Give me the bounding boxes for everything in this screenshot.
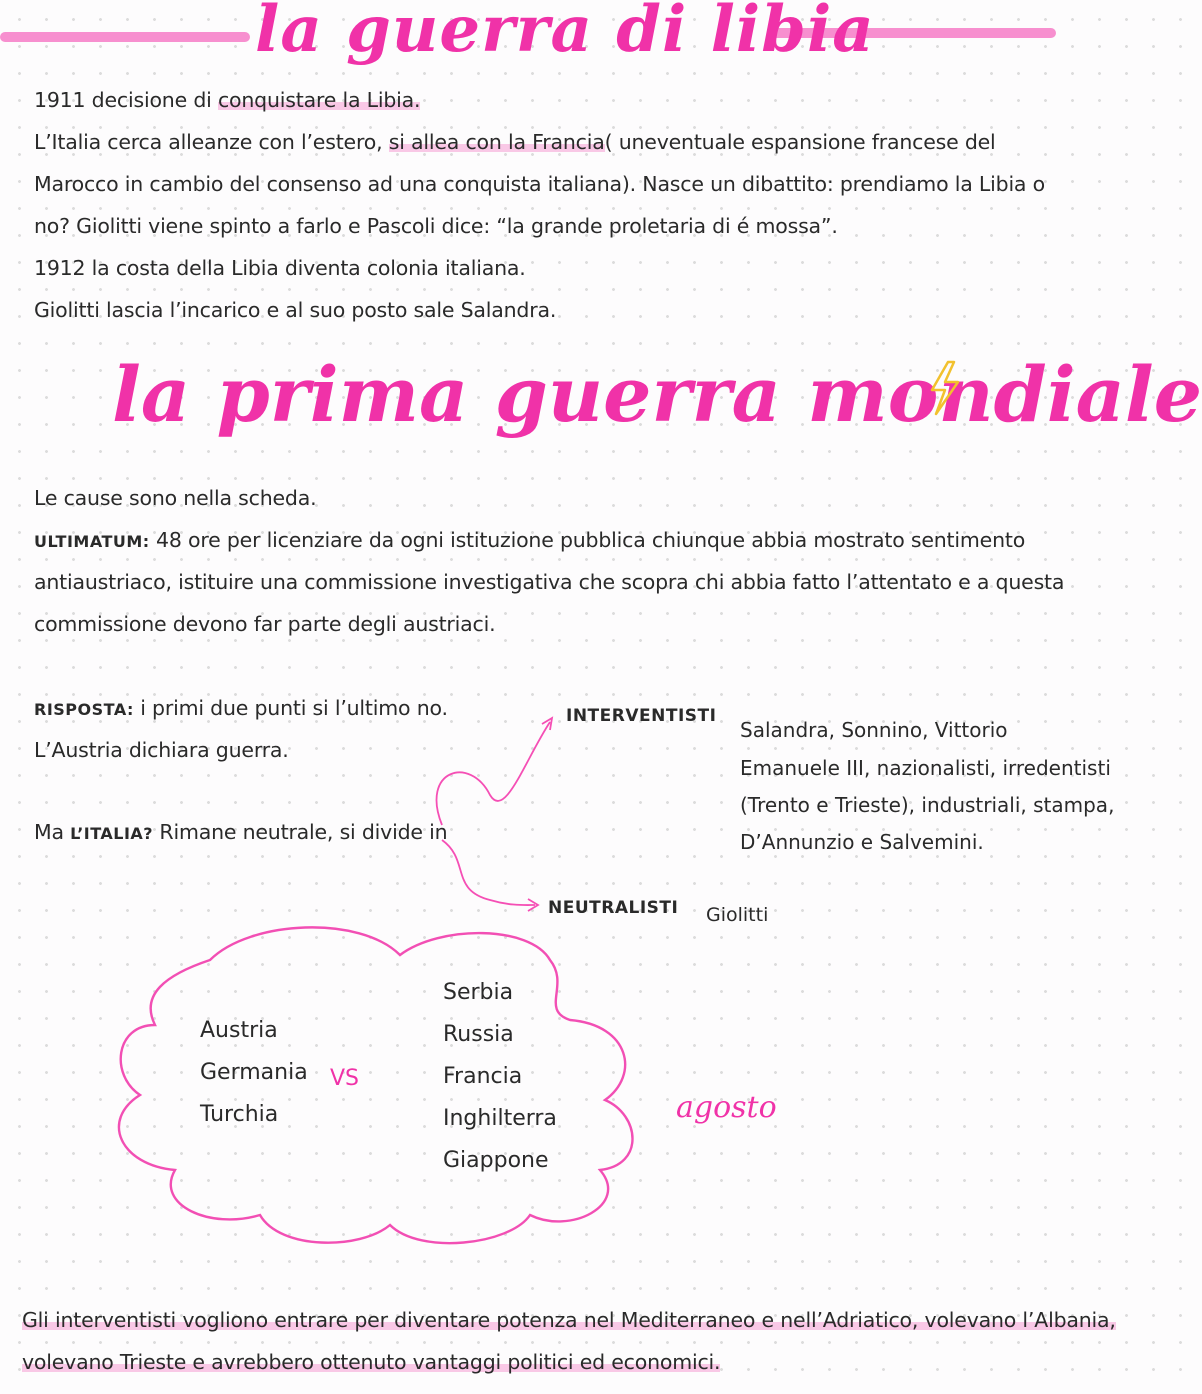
libia-line-5: 1912 la costa della Libia diventa colonia italiana. (34, 256, 526, 280)
ultimatum-label: ULTIMATUM: (34, 532, 150, 551)
interventisti-line-1: Salandra, Sonnino, Vittorio (740, 718, 1008, 742)
alliance-left-1: Austria (200, 1018, 278, 1043)
libia-line-6: Giolitti lascia l’incarico e al suo posto sale Salandra. (34, 298, 557, 322)
ultimatum-line-3: commissione devono far parte degli austriaci. (34, 612, 496, 636)
alliance-right-5: Giappone (443, 1148, 549, 1173)
final-line-2: volevano Trieste e avrebbero ottenuto vantaggi politici ed economici. (22, 1350, 721, 1374)
section-title-libia: la guerra di libia (255, 0, 875, 67)
section-title-prima-guerra: la prima guerra mondiale (112, 350, 1202, 439)
lightning-icon (918, 360, 968, 416)
libia-line-1: 1911 decisione di conquistare la Libia. (34, 88, 421, 112)
interventisti-line-4: D’Annunzio e Salvemini. (740, 830, 984, 854)
final-line-1: Gli interventisti vogliono entrare per diventare potenza nel Mediterraneo e nell’Adriatico, volevano l’Albania, (22, 1308, 1116, 1332)
highlight-francia: si allea con la Francia (388, 130, 605, 154)
italia-label: L’ITALIA? (70, 824, 154, 843)
austria-line: L’Austria dichiara guerra. (34, 738, 289, 762)
neutralisti-label: NEUTRALISTI (548, 898, 679, 918)
alliance-right-4: Inghilterra (443, 1106, 557, 1131)
libia-line-4: no? Giolitti viene spinto a farlo e Pascoli dice: “la grande proletaria di é mossa”. (34, 214, 838, 238)
highlight-conquista: conquistare la Libia. (217, 88, 421, 112)
alliance-right-3: Francia (443, 1064, 523, 1089)
alliance-right-2: Russia (443, 1022, 514, 1047)
libia-line-2: L’Italia cerca alleanze con l’estero, si allea con la Francia( uneventuale espansione francese del (34, 130, 996, 154)
branch-arrows (430, 700, 570, 930)
alliance-left-3: Turchia (200, 1102, 279, 1127)
vs-label: VS (330, 1066, 360, 1091)
title-bar-left (0, 32, 250, 42)
risposta-line: RISPOSTA: i primi due punti si l’ultimo no. (34, 696, 448, 720)
alliance-cloud (100, 915, 660, 1260)
alliance-right-1: Serbia (443, 980, 514, 1005)
interventisti-label: INTERVENTISTI (566, 706, 717, 726)
risposta-label: RISPOSTA: (34, 700, 134, 719)
alliance-left-2: Germania (200, 1060, 308, 1085)
ultimatum-line-1: ULTIMATUM: 48 ore per licenziare da ogni istituzione pubblica chiunque abbia mostrato sentimento (34, 528, 1026, 552)
neutralisti-value: Giolitti (706, 904, 769, 926)
ultimatum-line-2: antiaustriaco, istituire una commissione investigativa che scopra chi abbia fatto l’attentato e a questa (34, 570, 1065, 594)
cause-line: Le cause sono nella scheda. (34, 486, 317, 510)
month-label: agosto (676, 1090, 777, 1125)
interventisti-line-2: Emanuele III, nazionalisti, irredentisti (740, 756, 1111, 780)
italia-line: Ma L’ITALIA? Rimane neutrale, si divide in (34, 820, 448, 844)
interventisti-line-3: (Trento e Trieste), industriali, stampa, (740, 793, 1115, 817)
libia-line-3: Marocco in cambio del consenso ad una conquista italiana). Nasce un dibattito: prendiamo la Libia o (34, 172, 1045, 196)
